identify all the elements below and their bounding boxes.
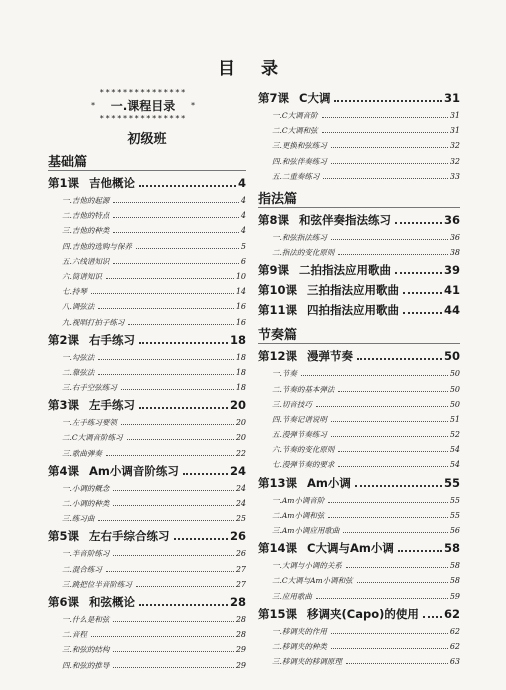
sub-item-page: 16 — [235, 302, 246, 312]
lesson-row — [258, 88, 460, 108]
sub-item-page: 58 — [449, 561, 460, 571]
sub-item — [258, 138, 460, 153]
sub-item-title: 五.六线谱知识 — [62, 256, 110, 266]
sub-item-title: 五.漫弹节奏练习 — [272, 430, 327, 440]
sub-item — [258, 427, 460, 442]
sub-item — [48, 208, 246, 223]
dot-leader — [121, 424, 234, 425]
sub-item-page: 4 — [240, 196, 246, 205]
lesson-number: 第1课 — [48, 176, 80, 190]
dot-leader — [139, 185, 236, 187]
dot-leader — [139, 342, 228, 344]
sub-item-page: 50 — [449, 399, 460, 409]
sub-item-page: 20 — [235, 433, 246, 443]
dot-leader — [357, 358, 442, 360]
sub-item-page: 25 — [235, 514, 246, 524]
dot-leader — [136, 586, 234, 587]
dot-leader — [136, 248, 239, 249]
lesson-page: 44 — [443, 303, 460, 318]
lesson-title: 左右手综合练习 — [89, 529, 170, 544]
dot-leader — [403, 312, 442, 314]
sub-item — [258, 654, 460, 669]
sub-item-title: 一.半音阶练习 — [62, 549, 110, 559]
lesson-row — [258, 280, 460, 300]
sub-item — [48, 496, 246, 511]
dot-leader — [338, 451, 447, 452]
dot-leader — [316, 406, 448, 407]
sub-item-page: 36 — [449, 232, 460, 242]
dot-leader — [331, 147, 448, 148]
dot-leader — [316, 598, 448, 599]
sub-item-title: 二.靠弦法 — [62, 367, 95, 377]
lesson-page: 39 — [443, 263, 460, 278]
lesson-number: 第6课 — [48, 594, 80, 609]
sub-item-title: 二.吉他的特点 — [62, 211, 110, 221]
toc-right-column — [258, 88, 460, 669]
lesson-number: 第12课 — [258, 349, 298, 364]
sub-item-page: 22 — [235, 448, 246, 458]
sub-item — [48, 430, 246, 445]
sub-item — [258, 589, 460, 604]
lesson-page: 18 — [229, 332, 246, 347]
lesson-page: 36 — [443, 212, 460, 227]
dot-leader — [113, 263, 239, 264]
sub-item — [48, 612, 246, 627]
sub-item-title: 四.和弦伴奏练习 — [272, 156, 327, 166]
sub-item — [258, 382, 460, 397]
sub-item-page: 33 — [449, 171, 460, 181]
dot-leader — [121, 389, 234, 390]
sub-item-title: 一.勾弦法 — [62, 352, 95, 362]
sub-item — [258, 366, 460, 381]
sub-item-page: 26 — [235, 549, 246, 559]
level-heading: 初级班 — [127, 132, 167, 147]
dot-leader — [423, 616, 442, 618]
sub-item-title: 一.C大调音阶 — [272, 111, 318, 120]
dot-leader — [113, 490, 233, 491]
sub-item-title: 五.二重奏练习 — [272, 171, 320, 181]
sub-item-title: 一.吉他的起源 — [62, 196, 110, 205]
lesson-title: 左手练习 — [89, 398, 136, 413]
sub-item-title: 三.右手空弦练习 — [62, 383, 117, 393]
sub-item-title: 一.小调的概念 — [62, 483, 110, 493]
sub-item-title: 六.节奏的变化原则 — [272, 445, 335, 455]
sub-item — [258, 639, 460, 654]
sub-item-page: 4 — [240, 226, 246, 236]
lesson-number: 第4课 — [48, 463, 80, 478]
sub-item — [258, 108, 460, 123]
sub-item — [48, 365, 246, 380]
sub-item-page: 50 — [449, 384, 460, 394]
lesson-page: 28 — [229, 594, 246, 609]
lesson-title: 三拍指法应用歌曲 — [307, 283, 400, 298]
sub-item-page: 18 — [235, 383, 246, 393]
sub-item-title: 三.吉他的种类 — [62, 226, 110, 236]
sub-item-page: 20 — [235, 418, 246, 428]
course-title: 一.课程目录 — [110, 99, 176, 113]
sub-item — [258, 169, 460, 184]
section-heading: 指法篇 — [258, 188, 460, 208]
dot-leader — [98, 359, 233, 360]
lesson-page: 62 — [443, 606, 460, 621]
sub-item-title: 二.Am小调和弦 — [272, 510, 325, 520]
dot-leader — [338, 254, 447, 255]
sub-item-page: 31 — [449, 111, 460, 120]
dot-leader — [301, 375, 448, 376]
dot-leader — [98, 520, 233, 521]
lesson-number: 第15课 — [258, 606, 298, 621]
sub-item — [258, 412, 460, 427]
sub-item-title: 三.歌曲弹奏 — [62, 448, 102, 458]
dot-leader — [113, 232, 239, 233]
dot-leader — [331, 633, 448, 634]
sub-item — [48, 577, 246, 592]
lesson-title: 右手练习 — [89, 332, 136, 347]
lesson-list-left — [48, 173, 246, 673]
lesson-row — [258, 473, 460, 493]
sub-item-title: 一.什么是和弦 — [62, 614, 110, 624]
dot-leader — [98, 308, 233, 309]
sub-item — [48, 642, 246, 657]
sub-item-title: 一.移调夹的作用 — [272, 626, 327, 636]
lesson-page: 20 — [229, 398, 246, 413]
lesson-page: 55 — [443, 475, 460, 490]
lesson-title: 四拍指法应用歌曲 — [307, 303, 400, 318]
sub-item-title: 三.和弦的结构 — [62, 645, 110, 655]
dot-leader — [328, 502, 447, 503]
sub-item-title: 三.更换和弦练习 — [272, 141, 327, 151]
sub-item-title: 四.吉他的选购与保养 — [62, 241, 132, 251]
sub-item — [48, 380, 246, 395]
sub-item-title: 六.简谱知识 — [62, 271, 102, 281]
sub-item-title: 三.切音技巧 — [272, 399, 312, 409]
lesson-number: 第11课 — [258, 303, 298, 318]
sub-item-page: 58 — [449, 576, 460, 586]
sub-item-page: 6 — [240, 256, 246, 266]
sub-item — [258, 573, 460, 588]
sub-item-page: 18 — [235, 367, 246, 377]
lesson-page: 24 — [229, 463, 246, 478]
dot-leader — [139, 604, 228, 606]
section-heading: 节奏篇 — [258, 324, 460, 344]
sub-item-page: 29 — [235, 645, 246, 655]
dot-leader — [328, 517, 447, 518]
sub-item-page: 24 — [235, 483, 246, 493]
sub-item-title: 四.节奏记谱说明 — [272, 414, 327, 424]
lesson-title: 移调夹(Capo)的使用 — [307, 606, 419, 621]
sub-item-page: 28 — [235, 614, 246, 624]
dot-leader — [334, 100, 442, 102]
sub-item — [48, 562, 246, 577]
lesson-page: 26 — [229, 529, 246, 544]
lesson-number: 第7课 — [258, 91, 290, 105]
dot-leader — [331, 239, 448, 240]
sub-item-title: 一.左手练习要领 — [62, 418, 117, 428]
sub-item — [258, 230, 460, 245]
sub-item-page: 56 — [449, 526, 460, 535]
sub-item — [48, 269, 246, 284]
dot-leader — [183, 473, 228, 475]
sub-item-page: 31 — [449, 126, 460, 136]
dot-leader — [113, 621, 233, 622]
dot-leader — [128, 324, 233, 325]
dot-leader — [331, 421, 448, 422]
sub-item-page: 18 — [235, 352, 246, 362]
dot-leader — [113, 651, 233, 652]
sub-item — [48, 658, 246, 673]
sub-item-page: 32 — [449, 141, 460, 151]
lesson-row — [258, 604, 460, 624]
dot-leader — [322, 132, 448, 133]
sub-item-page: 28 — [235, 630, 246, 640]
sub-item-title: 一.Am小调音阶 — [272, 495, 325, 505]
sub-item-title: 二.指法的变化原则 — [272, 248, 335, 258]
dot-leader — [395, 272, 442, 274]
sub-item-title: 三.应用歌曲 — [272, 591, 312, 601]
sub-item-page: 24 — [235, 499, 246, 508]
sub-item-title: 二.C大调和弦 — [272, 126, 318, 136]
dot-leader — [398, 550, 442, 552]
dot-leader — [113, 202, 239, 203]
dot-leader — [338, 391, 447, 392]
dot-leader — [357, 582, 448, 583]
sub-item — [258, 523, 460, 538]
lesson-number: 第8课 — [258, 212, 290, 227]
lesson-row — [258, 260, 460, 280]
dot-leader — [113, 217, 239, 218]
sub-item-page: 4 — [240, 211, 246, 221]
lesson-title: 漫弹节奏 — [307, 349, 354, 364]
sub-item — [258, 154, 460, 169]
dot-leader — [106, 278, 234, 279]
sub-item-page: 54 — [449, 445, 460, 455]
toc-left-column — [48, 88, 246, 673]
sub-item-page: 59 — [449, 591, 460, 601]
sub-item-page: 55 — [449, 510, 460, 520]
sub-item — [258, 123, 460, 138]
lesson-title: 吉他概论 — [89, 176, 136, 190]
dot-leader — [106, 455, 234, 456]
lesson-page: 50 — [443, 349, 460, 364]
dot-leader — [331, 436, 448, 437]
dot-leader — [113, 555, 233, 556]
sub-item-page: 54 — [449, 460, 460, 470]
sub-item-page: 51 — [449, 414, 460, 424]
sub-item-title: 二.C大调与Am小调和弦 — [272, 576, 353, 586]
dot-leader — [395, 222, 442, 224]
sub-item-page: 27 — [235, 579, 246, 589]
lesson-number: 第9课 — [258, 263, 290, 278]
sub-item — [48, 223, 246, 238]
sub-item — [48, 284, 246, 299]
dot-leader — [106, 571, 234, 572]
sub-item-page: 27 — [235, 564, 246, 574]
lesson-page: 58 — [443, 541, 460, 556]
dot-leader — [331, 648, 448, 649]
sub-item-title: 二.移调夹的种类 — [272, 641, 327, 651]
sub-item-page: 52 — [449, 430, 460, 440]
sub-item — [258, 457, 460, 472]
dot-leader — [331, 163, 448, 164]
dot-leader — [127, 439, 234, 440]
lesson-number: 第10课 — [258, 283, 298, 298]
sub-item — [48, 511, 246, 526]
lesson-row — [48, 526, 246, 546]
lesson-number: 第2课 — [48, 332, 80, 347]
sub-item-title: 二.小调的种类 — [62, 499, 110, 508]
sub-item — [258, 624, 460, 639]
lesson-title: 和弦概论 — [89, 594, 136, 609]
dot-leader — [355, 485, 442, 487]
dot-leader — [113, 667, 233, 668]
sub-item-title: 三.移调夹的移调原理 — [272, 657, 342, 667]
dot-leader — [113, 505, 233, 506]
sub-item-page: 55 — [449, 495, 460, 505]
lesson-number: 第14课 — [258, 541, 298, 556]
dot-leader — [346, 567, 448, 568]
sub-item — [258, 508, 460, 523]
sub-item-title: 九.视唱打拍子练习 — [62, 317, 125, 327]
page-title: 目 录 — [218, 59, 288, 79]
sub-item — [48, 481, 246, 496]
sub-item-title: 三.练习曲 — [62, 514, 95, 524]
lesson-row — [48, 330, 246, 350]
dot-leader — [346, 663, 448, 664]
lesson-row — [258, 346, 460, 366]
sub-item-title: 七.持琴 — [62, 287, 87, 297]
dot-leader — [323, 178, 447, 179]
sub-item — [258, 442, 460, 457]
lesson-row — [48, 592, 246, 612]
lesson-row — [48, 461, 246, 481]
sub-item — [48, 546, 246, 561]
dot-leader — [98, 374, 233, 375]
sub-item-title: 三.Am小调应用歌曲 — [272, 526, 340, 535]
lesson-number: 第13课 — [258, 475, 298, 490]
lesson-row — [258, 210, 460, 230]
course-title-box: *************** * 一.课程目录 * *************** — [90, 88, 196, 123]
lesson-row — [48, 173, 246, 193]
sub-item-page: 10 — [235, 271, 246, 281]
sub-item — [258, 245, 460, 260]
lesson-title: Am小调音阶练习 — [89, 463, 179, 478]
lesson-row — [258, 300, 460, 320]
lesson-title: C大调与Am小调 — [307, 541, 394, 556]
lesson-title: 二拍指法应用歌曲 — [299, 263, 392, 278]
lesson-page: 4 — [237, 176, 246, 190]
dot-leader — [322, 117, 448, 118]
dot-leader — [91, 293, 234, 294]
dot-leader — [139, 407, 228, 409]
sub-item — [48, 299, 246, 314]
sub-item — [48, 254, 246, 269]
sub-item-title: 一.节奏 — [272, 369, 297, 379]
sub-item-page: 62 — [449, 641, 460, 651]
lesson-page: 41 — [443, 283, 460, 298]
sub-item — [48, 350, 246, 365]
dot-leader — [174, 538, 228, 540]
sub-item-page: 16 — [235, 317, 246, 327]
sub-item-page: 50 — [449, 369, 460, 379]
sub-item-page: 63 — [449, 657, 460, 667]
sub-item — [48, 415, 246, 430]
sub-item — [258, 397, 460, 412]
sub-item-title: 八.调弦法 — [62, 302, 95, 312]
sub-item — [48, 315, 246, 330]
sub-item — [258, 493, 460, 508]
dot-leader — [403, 292, 442, 294]
sub-item-title: 一.大调与小调的关系 — [272, 561, 342, 571]
sub-item-title: 二.混合练习 — [62, 564, 102, 574]
sub-item-page: 32 — [449, 156, 460, 166]
lesson-page: 31 — [443, 91, 460, 105]
sub-item-title: 三.跳把位半音阶练习 — [62, 579, 132, 589]
lesson-title: C大调 — [299, 91, 331, 105]
sub-item-page: 29 — [235, 660, 246, 670]
sub-item-page: 62 — [449, 626, 460, 636]
lesson-row — [48, 395, 246, 415]
section-heading: 基础篇 — [48, 151, 246, 171]
sub-item-title: 七.漫弹节奏的要求 — [272, 460, 335, 470]
lesson-number: 第5课 — [48, 529, 80, 544]
sub-item-title: 二.C大调音阶练习 — [62, 433, 123, 443]
sub-item — [48, 627, 246, 642]
sub-item — [258, 558, 460, 573]
lesson-title: Am小调 — [307, 475, 351, 490]
sub-item — [48, 239, 246, 254]
sub-item-title: 二.音程 — [62, 630, 87, 640]
lesson-title: 和弦伴奏指法练习 — [299, 212, 392, 227]
dot-leader — [338, 466, 447, 467]
sub-item-title: 四.和弦的推导 — [62, 660, 110, 670]
sub-item-page: 14 — [235, 287, 246, 297]
sub-item-page: 5 — [240, 241, 246, 251]
sub-item-page: 38 — [449, 248, 460, 258]
lesson-number: 第3课 — [48, 398, 80, 413]
dot-leader — [343, 532, 447, 533]
sub-item-title: 一.和弦指法练习 — [272, 232, 327, 242]
sub-item-title: 二.节奏的基本弹法 — [272, 384, 335, 394]
dot-leader — [91, 636, 234, 637]
lesson-row — [258, 538, 460, 558]
sub-item — [48, 193, 246, 208]
sub-item — [48, 446, 246, 461]
